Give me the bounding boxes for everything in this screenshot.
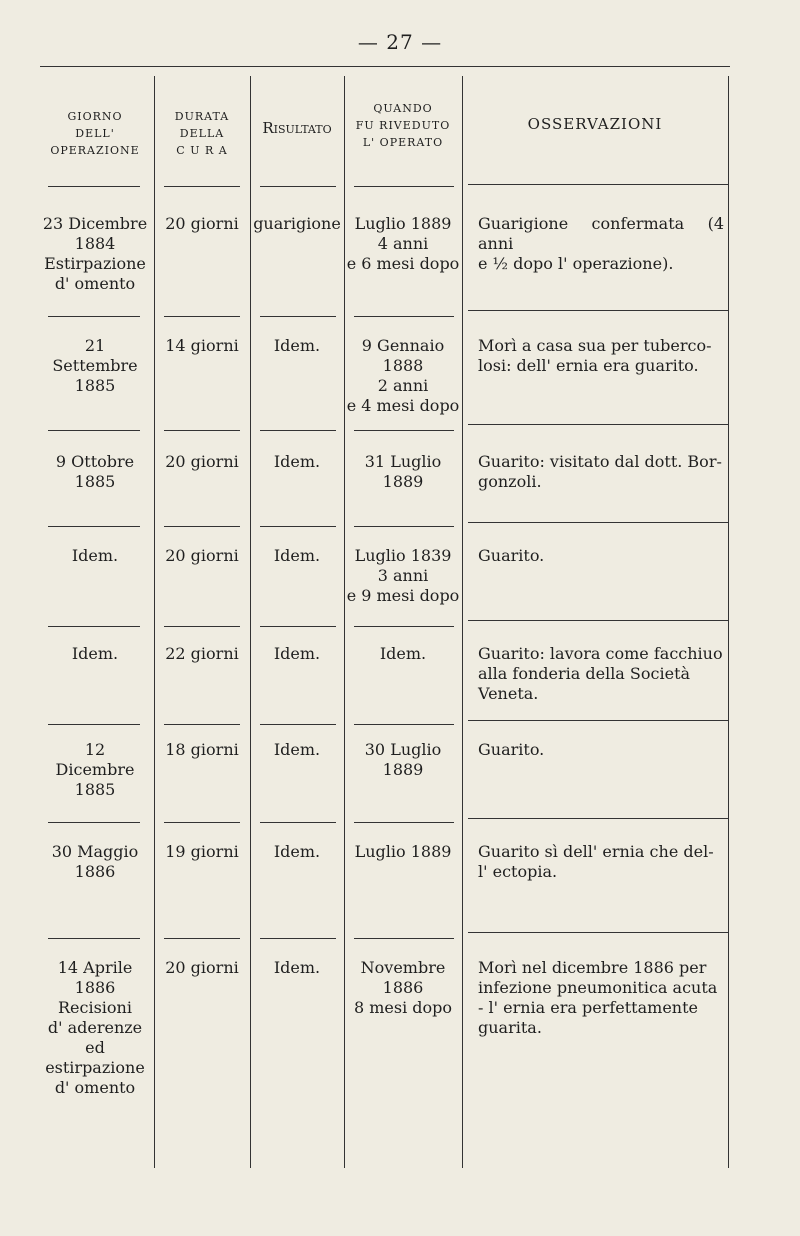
row-rule — [468, 818, 728, 819]
cell-line: 30 Luglio — [364, 740, 442, 759]
row-rule — [48, 724, 140, 725]
cell-quando — [344, 214, 462, 274]
cell-line: 3 anni — [377, 566, 429, 585]
cell-line: d' omento — [54, 274, 136, 293]
cell-giorno — [36, 452, 154, 492]
cell-line: Idem. — [71, 546, 119, 565]
cell-quando — [344, 842, 462, 862]
cell-line: Morì a casa sua per tuberco- — [478, 336, 712, 355]
cell-line: - l' ernia era perfettamente — [478, 998, 698, 1017]
cell-line: 1885 — [74, 376, 116, 395]
column-divider — [154, 76, 155, 1168]
cell-line: 1886 — [74, 862, 116, 881]
cell-osservazioni — [478, 452, 724, 492]
cell-risultato: Idem. — [273, 740, 321, 759]
row-rule — [468, 932, 728, 933]
cell-line: 23 Dicembre — [42, 214, 148, 233]
header-rule — [164, 186, 240, 187]
header-rule — [468, 184, 728, 185]
header-row — [36, 96, 730, 196]
cell-osservazioni — [478, 740, 724, 760]
cell-line: 21 — [84, 336, 106, 355]
header-durata-line: DELLA — [179, 127, 225, 140]
header-giorno — [36, 108, 154, 159]
cell-line: 30 Maggio — [51, 842, 139, 861]
cell-giorno — [36, 644, 154, 664]
row-rule — [164, 626, 240, 627]
row-rule — [260, 626, 336, 627]
cell-line: infezione pneumonitica acuta — [478, 978, 718, 997]
cell-line: ed — [85, 1038, 105, 1057]
cell-line: 1889 — [382, 760, 424, 779]
row-rule — [164, 430, 240, 431]
row-rule — [354, 938, 454, 939]
cell-line: 1885 — [74, 472, 116, 491]
cell-osservazioni — [478, 336, 724, 376]
row-rule — [260, 430, 336, 431]
cell-line: 31 Luglio — [364, 452, 442, 471]
cell-line: 1884 — [74, 234, 116, 253]
cell-osservazioni — [478, 842, 724, 882]
cell-line: 1885 — [74, 780, 116, 799]
column-divider — [462, 76, 463, 1168]
cell-quando — [344, 336, 462, 416]
cell-line: gonzoli. — [478, 472, 542, 491]
row-rule — [354, 430, 454, 431]
cell-giorno — [36, 740, 154, 800]
row-rule — [48, 822, 140, 823]
header-rule — [354, 186, 454, 187]
row-rule — [164, 938, 240, 939]
row-rule — [260, 724, 336, 725]
cell-durata: 20 giorni — [165, 214, 239, 233]
cell-quando — [344, 644, 462, 664]
cell-durata: 20 giorni — [165, 958, 239, 977]
row-rule — [48, 316, 140, 317]
cell-osservazioni — [478, 958, 724, 1038]
cell-risultato: Idem. — [273, 842, 321, 861]
cell-line: Morì nel dicembre 1886 per — [478, 958, 707, 977]
cell-risultato: Idem. — [273, 644, 321, 663]
cell-quando — [344, 740, 462, 780]
cell-line: 8 mesi dopo — [353, 998, 453, 1017]
cell-giorno — [36, 546, 154, 566]
cell-line: estirpazione — [45, 1058, 145, 1077]
row-rule — [164, 724, 240, 725]
cell-giorno — [36, 336, 154, 396]
row-rule — [164, 822, 240, 823]
cell-line: Novembre — [360, 958, 446, 977]
cell-line: losi: dell' ernia era guarito. — [478, 356, 699, 375]
header-osservazioni: OSSERVAZIONI — [527, 115, 663, 133]
cell-line: Luglio 1839 — [354, 546, 452, 565]
cell-line: l' ectopia. — [478, 862, 558, 881]
page-number: — 27 — — [357, 30, 443, 54]
row-rule — [260, 526, 336, 527]
cell-line: e 4 mesi dopo — [346, 396, 460, 415]
column-divider — [728, 76, 729, 1168]
cell-line: Recisioni — [58, 998, 132, 1017]
header-quando-line: FU RIVEDUTO — [355, 119, 451, 132]
cell-line: Guarito: lavora come facchiuo — [478, 644, 723, 663]
cell-line: 9 Gennaio — [361, 336, 445, 355]
cell-durata: 18 giorni — [165, 740, 239, 759]
row-rule — [468, 522, 728, 523]
row-rule — [354, 724, 454, 725]
cell-line: alla fonderia della Società — [478, 664, 691, 683]
row-rule — [468, 720, 728, 721]
cell-line: 2 anni — [377, 376, 429, 395]
cell-line: 9 Ottobre — [55, 452, 135, 471]
header-durata-line: C U R A — [176, 144, 228, 157]
row-rule — [260, 822, 336, 823]
cell-osservazioni — [478, 546, 724, 566]
cell-line: 1886 — [74, 978, 116, 997]
cell-line: Guarito sì dell' ernia che del- — [478, 842, 714, 861]
cell-durata: 19 giorni — [165, 842, 239, 861]
cell-line: d' aderenze — [47, 1018, 143, 1037]
row-rule — [468, 620, 728, 621]
header-durata-line: DURATA — [174, 110, 230, 123]
header-risultato: Risultato — [262, 119, 332, 137]
cell-quando — [344, 452, 462, 492]
cell-line: Estirpazione — [44, 254, 146, 273]
cell-line: guarita. — [478, 1018, 542, 1037]
header-rule — [260, 186, 336, 187]
row-rule — [354, 822, 454, 823]
cell-line: e 6 mesi dopo — [346, 254, 460, 273]
row-rule — [164, 316, 240, 317]
cell-line: Guarito: visitato dal dott. Bor- — [478, 452, 722, 471]
row-rule — [354, 526, 454, 527]
cell-line: 12 — [84, 740, 106, 759]
cell-giorno — [36, 958, 154, 1098]
header-quando-line: QUANDO — [373, 102, 433, 115]
cell-risultato: Idem. — [273, 546, 321, 565]
cell-line: 1889 — [382, 472, 424, 491]
cell-line: Idem. — [379, 644, 427, 663]
cell-durata: 20 giorni — [165, 452, 239, 471]
header-durata — [154, 108, 250, 159]
cell-risultato: guarigione — [253, 214, 341, 233]
row-rule — [164, 526, 240, 527]
cell-giorno — [36, 842, 154, 882]
cell-risultato: Idem. — [273, 958, 321, 977]
cell-line: 1886 — [382, 978, 424, 997]
cell-line: e ½ dopo l' operazione). — [478, 254, 674, 273]
row-rule — [468, 424, 728, 425]
cell-line: e 9 mesi dopo — [346, 586, 460, 605]
row-rule — [48, 938, 140, 939]
cell-line: Luglio 1889 — [354, 214, 452, 233]
header-rule — [48, 186, 140, 187]
cell-line: Veneta. — [478, 684, 539, 703]
header-giorno-line: DELL' — [75, 127, 115, 140]
cell-giorno — [36, 214, 154, 294]
header-giorno-line: GIORNO — [67, 110, 123, 123]
cell-line: 1888 — [382, 356, 424, 375]
header-quando — [344, 100, 462, 151]
cell-quando — [344, 958, 462, 1018]
cell-line: d' omento — [54, 1078, 136, 1097]
row-rule — [48, 526, 140, 527]
cell-line: Idem. — [71, 644, 119, 663]
cell-line: 14 Aprile — [57, 958, 133, 977]
header-quando-line: L' OPERATO — [362, 136, 444, 149]
row-rule — [468, 310, 728, 311]
row-rule — [354, 626, 454, 627]
header-giorno-line: OPERAZIONE — [50, 144, 140, 157]
cell-line: Luglio 1889 — [354, 842, 452, 861]
cell-line: Dicembre — [55, 760, 135, 779]
cell-line: Guarito. — [478, 740, 545, 759]
cell-risultato: Idem. — [273, 336, 321, 355]
row-rule — [48, 430, 140, 431]
cell-durata: 14 giorni — [165, 336, 239, 355]
row-rule — [354, 316, 454, 317]
row-rule — [48, 626, 140, 627]
cell-risultato: Idem. — [273, 452, 321, 471]
row-rule — [260, 938, 336, 939]
cell-osservazioni — [478, 644, 724, 704]
cell-durata: 22 giorni — [165, 644, 239, 663]
cell-osservazioni — [478, 214, 724, 274]
column-divider — [250, 76, 251, 1168]
row-rule — [260, 316, 336, 317]
cell-durata: 20 giorni — [165, 546, 239, 565]
surgery-table — [36, 66, 730, 1170]
cell-line: Guarigione confermata (4 anni — [478, 214, 724, 253]
cell-line: 4 anni — [377, 234, 429, 253]
cell-line: Guarito. — [478, 546, 545, 565]
cell-quando — [344, 546, 462, 606]
cell-line: Settembre — [52, 356, 138, 375]
table-top-rule — [40, 66, 730, 67]
